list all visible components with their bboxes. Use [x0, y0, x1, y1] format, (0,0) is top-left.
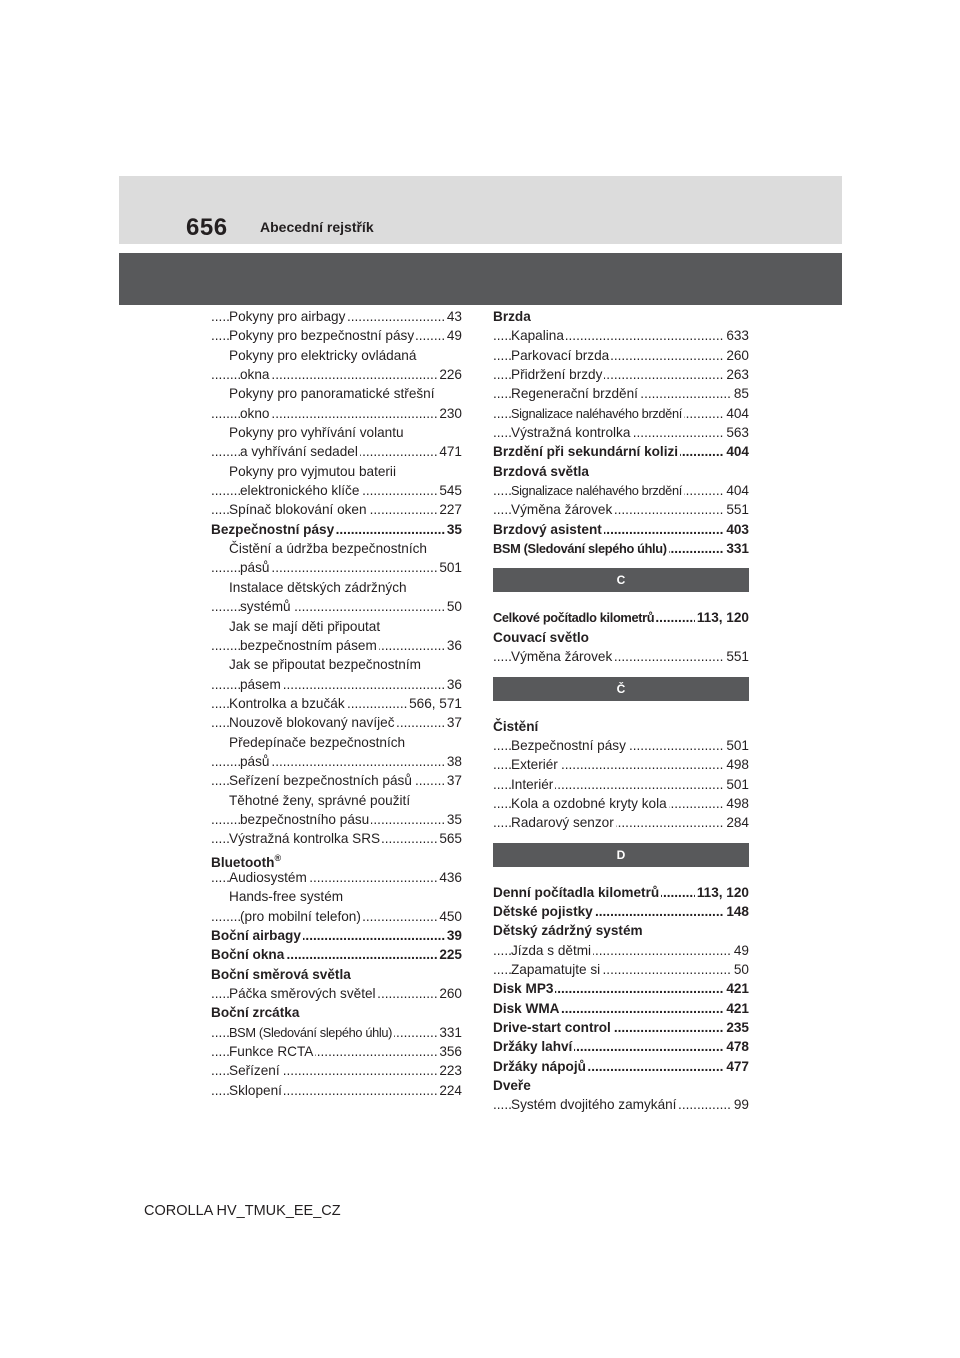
index-entry: [493, 628, 749, 647]
entry-text: [511, 348, 611, 363]
entry-label: Pokyny pro elektricky ovládaná: [229, 347, 417, 363]
entry-label: Pokyny pro airbagy: [229, 309, 346, 324]
page-reference: 35: [445, 810, 462, 829]
page-reference: 36: [445, 675, 462, 694]
entry-label: Pokyny pro panoramatické střešní: [229, 386, 435, 402]
index-entry: [211, 849, 462, 868]
page-reference: 37: [445, 713, 462, 732]
entry-label: Seřízení: [229, 1063, 280, 1079]
index-subentry: [493, 755, 749, 774]
entry-label: BSM (Sledování slepého úhlu): [229, 1024, 393, 1040]
entry-text: [211, 522, 336, 537]
entry-label: pásů: [240, 560, 270, 576]
entry-text: [240, 599, 293, 614]
index-subentry: [211, 365, 462, 384]
entry-text: [211, 967, 353, 982]
entry-label: Pokyny pro vyjmutou baterii: [229, 463, 396, 479]
entry-label: Denní počítadla kilometrů: [493, 884, 660, 900]
entry-label: Držáky nápojů: [493, 1058, 586, 1074]
entry-label: Hands-free systém: [229, 889, 344, 905]
entry-label: okno: [240, 405, 270, 421]
section-letter-header: C: [493, 568, 749, 592]
entry-label: Zapamatujte si: [511, 961, 601, 977]
index-subentry: [211, 597, 462, 616]
page-reference: 565: [437, 829, 462, 848]
index-subentry: [493, 481, 749, 500]
entry-label: Brzda: [493, 309, 531, 324]
page-reference: 224: [437, 1081, 462, 1100]
entry-text: [211, 928, 303, 943]
entry-label: Boční zrcátka: [211, 1005, 300, 1021]
index-entry: [493, 1037, 749, 1056]
entry-text: [229, 657, 423, 672]
entry-label: Interiér: [511, 776, 554, 792]
entry-label: Dětské pojistky: [493, 903, 593, 919]
entry-label: Čistění a údržba bezpečnostních: [229, 541, 427, 557]
section-letter-header: D: [493, 843, 749, 867]
entry-text: [493, 1039, 574, 1054]
page-reference: 471: [437, 442, 462, 461]
entry-text: [493, 923, 645, 938]
entry-label: okna: [240, 367, 270, 383]
page-reference: 566, 571: [407, 694, 462, 713]
index-subentry: [211, 733, 462, 752]
entry-text: [240, 444, 360, 459]
index-subentry: [211, 423, 462, 442]
entry-text: [240, 406, 271, 421]
index-subentry: [211, 442, 462, 461]
entry-text: [493, 719, 540, 734]
entry-label: Brzdový asistent: [493, 521, 602, 537]
index-subentry: [211, 984, 462, 1003]
entry-label: BSM (Sledování slepého úhlu): [493, 541, 667, 557]
index-subentry: [211, 829, 462, 848]
entry-text: [511, 796, 669, 811]
entry-text: [511, 815, 616, 830]
page-reference: 85: [732, 384, 749, 403]
index-subentry: [493, 775, 749, 794]
index-subentry: [493, 813, 749, 832]
page-reference: 633: [724, 326, 749, 345]
index-entry: [493, 539, 749, 558]
index-entry: [493, 307, 749, 326]
index-entry: [211, 945, 462, 964]
index-entry: [493, 520, 749, 539]
entry-label: Kapalina: [511, 328, 564, 344]
index-subentry: [493, 365, 749, 384]
entry-text: [511, 943, 593, 958]
index-subentry: [211, 462, 462, 481]
page-reference: 227: [437, 500, 462, 519]
entry-text: [229, 348, 418, 363]
entry-label: Celkové počítadlo kilometrů: [493, 610, 655, 626]
entry-label: a vyhřívání sedadel: [240, 444, 358, 460]
index-subentry: [493, 346, 749, 365]
index-entry: [493, 442, 749, 461]
entry-label: elektronického klíče: [240, 483, 360, 499]
page-reference: 50: [445, 597, 462, 616]
entry-label: Brzdová světla: [493, 463, 589, 479]
entry-text: [511, 328, 566, 343]
page-reference: 403: [724, 520, 749, 539]
page-reference: 404: [724, 481, 749, 500]
page-reference: 260: [437, 984, 462, 1003]
entry-text: [240, 909, 363, 924]
entry-text: [229, 309, 347, 324]
page-reference: 284: [724, 813, 749, 832]
entry-text: [229, 580, 409, 595]
entry-text: [229, 715, 397, 730]
index-entry: [493, 717, 749, 736]
page-reference: 99: [732, 1095, 749, 1114]
page-reference: 498: [724, 755, 749, 774]
index-subentry: [211, 810, 462, 829]
page-reference: 436: [437, 868, 462, 887]
header-dark-band: [119, 253, 842, 305]
entry-text: [511, 367, 604, 382]
entry-text: [511, 386, 640, 401]
page-reference: 50: [732, 960, 749, 979]
page-reference: 113, 120: [695, 883, 749, 902]
page-reference: 501: [724, 775, 749, 794]
page-reference: 551: [724, 647, 749, 666]
index-subentry: [493, 794, 749, 813]
registered-mark: ®: [274, 852, 282, 863]
entry-text: [229, 328, 416, 343]
page-reference: 498: [724, 794, 749, 813]
page-reference: 36: [445, 636, 462, 655]
entry-label: Přidržení brzdy: [511, 367, 603, 383]
page-reference: 477: [724, 1057, 749, 1076]
entry-text: [511, 962, 602, 977]
index-entry: [493, 1018, 749, 1037]
index-entry: [493, 1076, 749, 1095]
entry-text: [493, 1078, 533, 1093]
entry-text: [211, 852, 283, 870]
page-reference: 501: [437, 558, 462, 577]
index-subentry: [211, 558, 462, 577]
entry-text: [229, 889, 345, 904]
index-entry: [211, 1003, 462, 1022]
entry-label: systémů: [240, 599, 291, 615]
entry-text: [229, 619, 382, 634]
entry-text: [493, 309, 533, 324]
entry-text: [493, 630, 591, 645]
index-entry: [211, 926, 462, 945]
page-reference: 263: [724, 365, 749, 384]
page-reference: 331: [724, 539, 749, 558]
entry-text: [229, 425, 406, 440]
entry-label: Signalizace naléhavého brzdění: [511, 405, 682, 421]
page-reference: 38: [445, 752, 462, 771]
entry-label: Instalace dětských zádržných: [229, 579, 407, 595]
entry-text: [493, 1059, 588, 1074]
entry-text: [493, 1020, 613, 1035]
entry-label: Disk MP3: [493, 981, 554, 997]
index-subentry: [211, 694, 462, 713]
index-subentry: [211, 346, 462, 365]
entry-text: [229, 1063, 282, 1078]
page-reference: 551: [724, 500, 749, 519]
entry-label: pásů: [240, 753, 270, 769]
entry-label: Signalizace naléhavého brzdění: [511, 483, 682, 499]
entry-text: [240, 560, 271, 575]
entry-label: Výstražná kontrolka SRS: [229, 831, 381, 847]
entry-label: Držáky lahví: [493, 1039, 573, 1055]
entry-text: [229, 541, 429, 556]
entry-text: [229, 386, 437, 401]
index-entry: [493, 921, 749, 940]
page-reference: 404: [724, 442, 749, 461]
entry-text: [493, 885, 661, 900]
page-reference: 421: [724, 979, 749, 998]
entry-text: [493, 541, 669, 556]
page-reference: 35: [445, 520, 462, 539]
index-subentry: [211, 404, 462, 423]
entry-label: Jízda s dětmi: [511, 942, 592, 958]
entry-text: [240, 638, 379, 653]
entry-label: Regenerační brzdění: [511, 386, 638, 402]
entry-text: [229, 502, 369, 517]
entry-label: Boční okna: [211, 947, 285, 963]
page-reference: 563: [724, 423, 749, 442]
entry-text: [511, 502, 614, 517]
document-code: COROLLA HV_TMUK_EE_CZ: [144, 1203, 341, 1219]
page-reference: 148: [724, 902, 749, 921]
index-subentry: [211, 752, 462, 771]
index-subentry: [211, 675, 462, 694]
entry-label: Pokyny pro vyhřívání volantu: [229, 425, 404, 441]
page-reference: 421: [724, 999, 749, 1018]
entry-label: Audiosystém: [229, 869, 307, 885]
page-reference: 404: [724, 404, 749, 423]
entry-text: [511, 425, 632, 440]
entry-label: Spínač blokování oken: [229, 502, 367, 518]
index-subentry: [211, 539, 462, 558]
entry-label: Drive-start control: [493, 1019, 611, 1035]
index-column-left: [211, 307, 462, 1100]
entry-label: Kola a ozdobné kryty kola: [511, 795, 667, 811]
index-subentry: [493, 647, 749, 666]
page-reference: 37: [445, 771, 462, 790]
entry-text: [229, 773, 414, 788]
entry-text: [229, 464, 398, 479]
page-reference: 501: [724, 736, 749, 755]
entry-label: bezpečnostního pásu: [240, 811, 370, 827]
entry-label: Dveře: [493, 1078, 531, 1093]
page-reference: 230: [437, 404, 462, 423]
index-entry: [493, 902, 749, 921]
entry-label: Sklopení: [229, 1082, 282, 1098]
page-reference: 545: [437, 481, 462, 500]
index-subentry: [211, 481, 462, 500]
entry-text: [493, 610, 656, 625]
index-entry: [493, 608, 749, 627]
index-subentry: [211, 1081, 462, 1100]
index-subentry: [493, 404, 749, 423]
entry-label: Brzdění při sekundární kolizi: [493, 444, 679, 460]
entry-label: Disk WMA: [493, 1000, 560, 1016]
entry-label: Boční směrová světla: [211, 966, 351, 982]
index-entry: [493, 883, 749, 902]
entry-text: [229, 1044, 315, 1059]
index-entry: [211, 520, 462, 539]
entry-text: [511, 649, 614, 664]
entry-text: [493, 1001, 561, 1016]
entry-text: [229, 735, 407, 750]
entry-label: Bezpečnostní pásy: [511, 737, 626, 753]
entry-label: Páčka směrových světel: [229, 986, 376, 1002]
entry-text: [240, 677, 283, 692]
page-reference: 478: [724, 1037, 749, 1056]
entry-text: [211, 1005, 301, 1020]
entry-text: [493, 464, 591, 479]
entry-text: [240, 367, 271, 382]
index-entry: [493, 999, 749, 1018]
entry-text: [229, 793, 412, 808]
index-entry: [493, 462, 749, 481]
index-subentry: [211, 655, 462, 674]
entry-text: [511, 757, 560, 772]
entry-label: (pro mobilní telefon): [240, 908, 361, 924]
entry-text: [511, 738, 628, 753]
index-subentry: [211, 1042, 462, 1061]
index-subentry: [211, 713, 462, 732]
entry-text: [240, 483, 361, 498]
entry-text: [229, 986, 378, 1001]
index-subentry: [493, 736, 749, 755]
index-subentry: [211, 887, 462, 906]
entry-label: Kontrolka a bzučák: [229, 695, 345, 711]
page-reference: 225: [437, 945, 462, 964]
index-subentry: [493, 423, 749, 442]
index-subentry: [211, 307, 462, 326]
entry-text: [229, 696, 347, 711]
entry-label: Parkovací brzda: [511, 347, 610, 363]
entry-label: Čistění: [493, 718, 539, 734]
entry-text: [493, 522, 604, 537]
page-title: Abecední rejstřík: [260, 219, 374, 235]
index-subentry: [493, 941, 749, 960]
entry-text: [211, 947, 286, 962]
entry-label: Systém dvojitého zamykání: [511, 1097, 677, 1113]
entry-label: Výměna žárovek: [511, 502, 613, 518]
page-reference: 39: [445, 926, 462, 945]
entry-label: bezpečnostním pásem: [240, 637, 377, 653]
entry-text: [229, 1083, 284, 1098]
entry-label: Bezpečnostní pásy: [211, 521, 335, 537]
entry-label: Exteriér: [511, 757, 558, 773]
entry-label: Dětský zádržný systém: [493, 923, 643, 939]
entry-text: [493, 444, 680, 459]
entry-label: Radarový senzor: [511, 815, 614, 831]
entry-text: [229, 1025, 394, 1040]
index-subentry: [211, 791, 462, 810]
page-reference: 49: [445, 326, 462, 345]
index-entry: [493, 1057, 749, 1076]
section-letter-header: Č: [493, 677, 749, 701]
page-reference: 223: [437, 1061, 462, 1080]
index-subentry: [211, 384, 462, 403]
entry-text: [229, 831, 382, 846]
page-reference: 226: [437, 365, 462, 384]
index-entry: [493, 979, 749, 998]
entry-text: [511, 483, 684, 498]
entry-label: Couvací světlo: [493, 629, 589, 645]
index-column-right: [493, 307, 749, 1115]
index-subentry: [493, 1095, 749, 1114]
page-reference: 43: [445, 307, 462, 326]
entry-text: [240, 754, 271, 769]
entry-label: Nouzově blokovaný navíječ: [229, 715, 395, 731]
entry-text: [493, 904, 595, 919]
page-reference: 49: [732, 941, 749, 960]
index-subentry: [211, 771, 462, 790]
entry-text: [511, 1097, 678, 1112]
index-subentry: [211, 326, 462, 345]
index-subentry: [211, 868, 462, 887]
entry-text: [511, 777, 555, 792]
entry-text: [511, 406, 684, 421]
index-subentry: [211, 1061, 462, 1080]
entry-label: Výměna žárovek: [511, 649, 613, 665]
index-subentry: [211, 500, 462, 519]
entry-label: Bluetooth: [211, 854, 275, 870]
index-subentry: [493, 384, 749, 403]
index-subentry: [493, 960, 749, 979]
index-subentry: [211, 636, 462, 655]
entry-label: Boční airbagy: [211, 928, 301, 943]
page-reference: 450: [437, 907, 462, 926]
entry-label: Funkce RCTA: [229, 1044, 314, 1060]
entry-label: Jak se připoutat bezpečnostním: [229, 657, 421, 673]
page-reference: 260: [724, 346, 749, 365]
entry-label: Předepínače bezpečnostních: [229, 734, 406, 750]
index-subentry: [493, 326, 749, 345]
entry-label: Pokyny pro bezpečnostní pásy: [229, 328, 415, 344]
entry-label: Těhotné ženy, správné použití: [229, 792, 411, 808]
page-reference: 331: [437, 1023, 462, 1042]
index-subentry: [211, 578, 462, 597]
entry-label: Seřízení bezpečnostních pásů: [229, 773, 412, 789]
entry-label: Jak se mají děti připoutat: [229, 618, 381, 634]
entry-text: [229, 870, 309, 885]
entry-text: [493, 981, 555, 996]
entry-text: [240, 812, 371, 827]
entry-label: Výstražná kontrolka: [511, 425, 631, 441]
page-reference: 235: [724, 1018, 749, 1037]
page-reference: 113, 120: [695, 608, 749, 627]
index-subentry: [493, 500, 749, 519]
entry-label: pásem: [240, 676, 281, 692]
page-reference: 356: [437, 1042, 462, 1061]
index-entry: [211, 965, 462, 984]
index-subentry: [211, 617, 462, 636]
index-subentry: [211, 907, 462, 926]
index-subentry: [211, 1023, 462, 1042]
page-number: 656: [186, 214, 228, 241]
